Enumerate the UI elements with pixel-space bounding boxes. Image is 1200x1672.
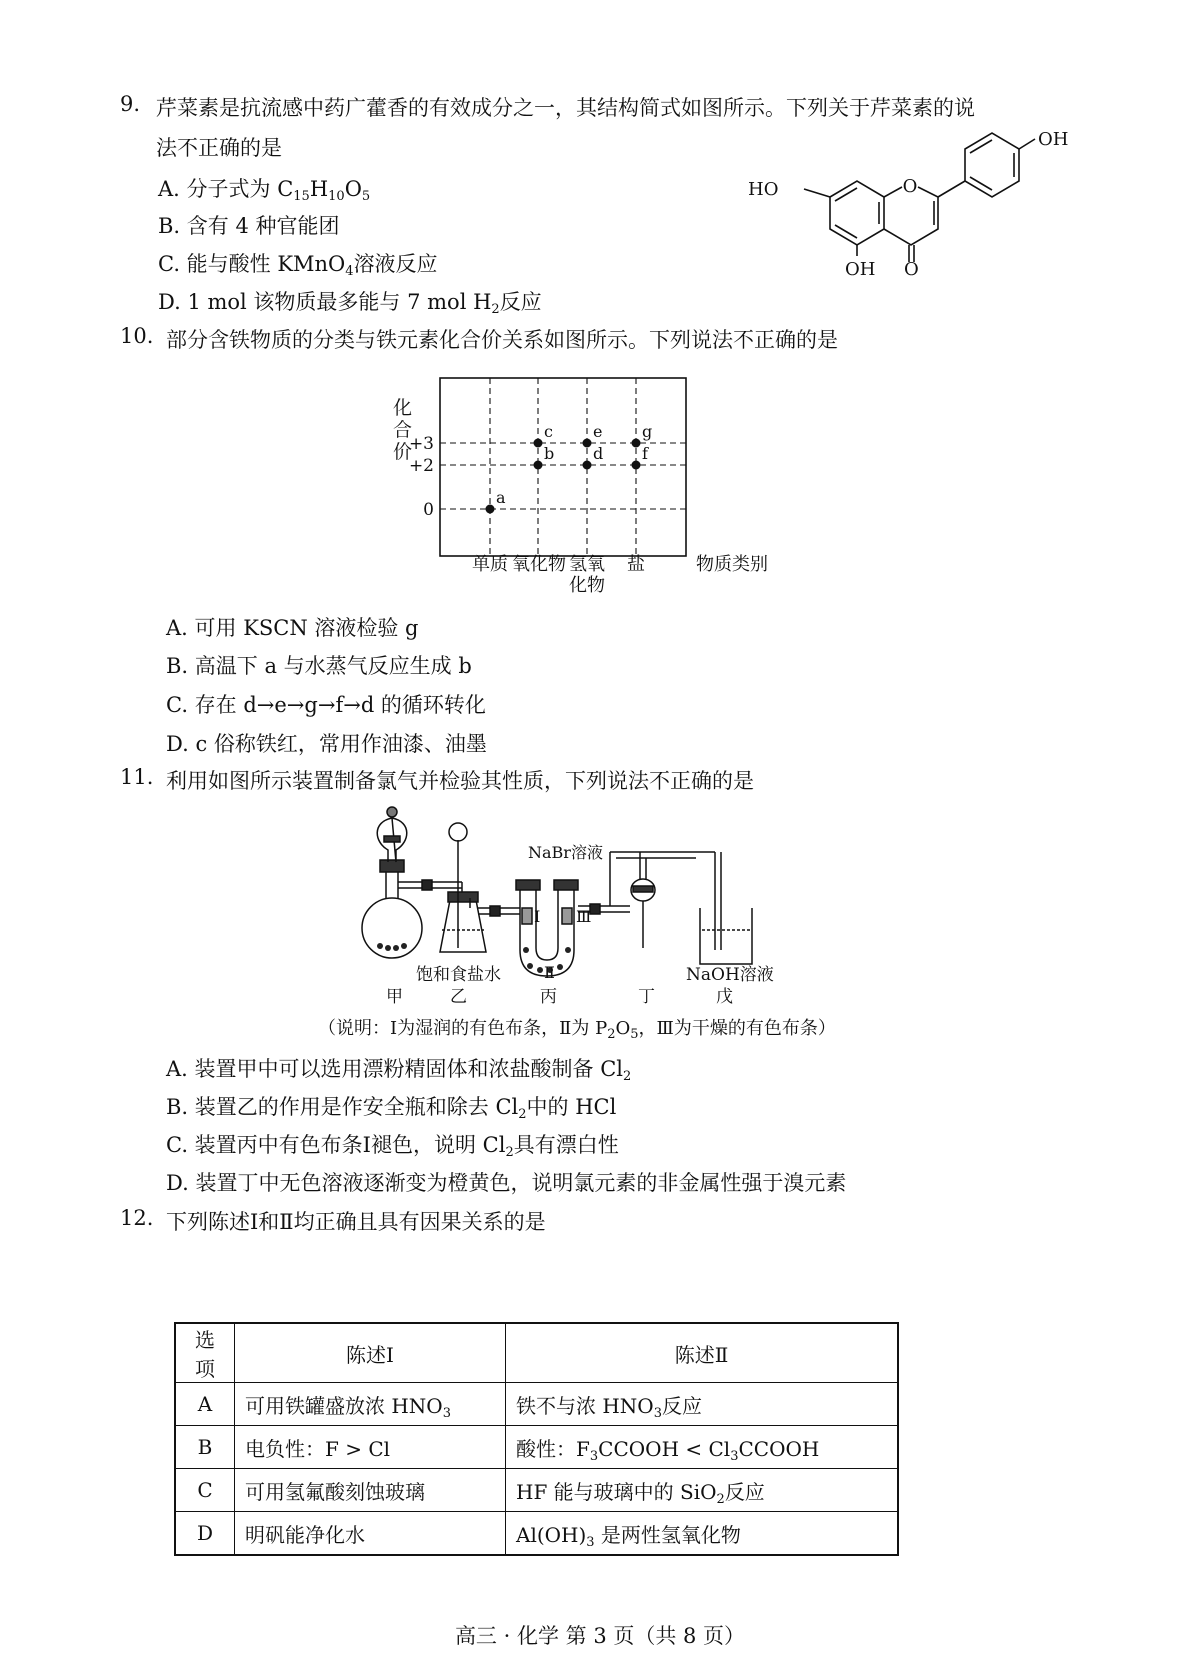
q11-stem: 利用如图所示装置制备氯气并检验其性质，下列说法不正确的是 [166,769,754,793]
header-statement-1: 陈述Ⅰ [235,1323,506,1383]
yi-label: 乙 [450,987,467,1007]
bing-label: 丙 [540,987,557,1007]
brine-label: 饱和食盐水 [416,965,501,985]
row-option: A [175,1383,235,1426]
row-option: D [175,1512,235,1556]
q9-stem-line1: 芹菜素是抗流感中药广藿香的有效成分之一，其结构简式如图所示。下列关于芹菜素的说 [156,96,975,120]
q12-number: 12. [120,1206,154,1230]
y-tick-label: +3 [408,434,434,454]
y-axis-label-char: 化 [393,397,413,419]
x-tick-label: 盐 [627,554,645,575]
point-label-c: c [544,422,553,441]
q9-option-c: C. 能与酸性 KMnO$_4$溶液反应 [158,252,438,279]
iron-valence-chart [390,370,770,610]
ho-left-label: HO [748,179,779,200]
roman-3-label: Ⅲ [576,907,592,926]
table-header-row [175,1323,898,1383]
jia-label: 甲 [386,987,403,1007]
table-row [175,1426,898,1469]
q9-option-d: D. 1 mol 该物质最多能与 7 mol $H_2$反应 [158,290,542,317]
carbonyl-oxygen-label: O [904,259,919,280]
ring-oxygen-label: O [902,176,918,197]
point-c [534,439,543,448]
q11-option-b: B. 装置乙的作用是作安全瓶和除去 $Cl_2$中的 HCl [166,1095,617,1122]
oh-bottom-label: OH [845,259,876,280]
point-b [534,461,543,470]
point-g [632,439,641,448]
q9-option-a: A. 分子式为 $C_{15}H_{10}O_5$ [158,177,371,204]
row-statement-1: 明矾能净化水 [235,1512,506,1556]
point-d [583,461,592,470]
q11-option-c: C. 装置丙中有色布条Ⅰ褪色，说明 $Cl_2$具有漂白性 [166,1133,619,1160]
table-row [175,1512,898,1556]
q12-stem: 下列陈述Ⅰ和Ⅱ均正确且具有因果关系的是 [166,1210,546,1234]
header-option: 选项 [175,1323,235,1383]
point-label-e: e [593,422,603,441]
q12-table [174,1322,899,1556]
point-label-g: g [642,422,653,441]
point-label-f: f [642,444,648,463]
table-row [175,1469,898,1512]
chlorine-apparatus-diagram [350,800,820,1010]
y-tick-label: 0 [423,500,434,520]
table-row [175,1383,898,1426]
q11-option-a: A. 装置甲中可以选用漂粉精固体和浓盐酸制备 $Cl_2$ [166,1057,632,1084]
x-tick-label: 氧化物 [512,554,566,575]
point-a [486,505,495,514]
row-statement-1: 可用铁罐盛放浓 $HNO_3$ [235,1383,506,1426]
point-label-b: b [544,444,555,463]
q10-option-c: C. 存在 d→e→g→f→d 的循环转化 [166,693,486,717]
row-statement-1: 可用氢氟酸刻蚀玻璃 [235,1469,506,1512]
oh-top-label: OH [1038,129,1069,150]
point-label-a: a [496,488,506,507]
q9-option-b: B. 含有 4 种官能团 [158,214,340,238]
page-footer: 高三 · 化学 第 3 页（共 8 页） [454,1624,746,1648]
ding-label: 丁 [638,987,655,1007]
y-axis-label-char: 合 [393,419,413,441]
q11-apparatus-note: （说明：Ⅰ为湿润的有色布条，Ⅱ为 $P_2O_5$，Ⅲ为干燥的有色布条） [318,1018,836,1042]
q11-option-d: D. 装置丁中无色溶液逐渐变为橙黄色，说明氯元素的非金属性强于溴元素 [166,1171,847,1195]
apigenin-structure [748,125,1069,285]
x-tick-label: 化物 [569,575,605,596]
wu-label: 戊 [716,987,733,1007]
x-tick-label: 单质 [472,554,508,575]
q10-number: 10. [120,324,154,348]
row-option: C [175,1469,235,1512]
q10-option-b: B. 高温下 a 与水蒸气反应生成 b [166,654,472,678]
header-statement-2: 陈述Ⅱ [506,1323,899,1383]
row-option: B [175,1426,235,1469]
roman-2-label: Ⅱ [544,963,555,982]
q10-option-d: D. c 俗称铁红，常用作油漆、油墨 [166,732,487,756]
nabr-label: NaBr溶液 [528,843,603,862]
row-statement-2: $Al(OH)_3$ 是两性氢氧化物 [506,1512,899,1556]
naoh-label: NaOH溶液 [686,965,774,985]
y-tick-label: +2 [408,456,434,476]
point-f [632,461,641,470]
point-label-d: d [593,444,604,463]
row-statement-2: 铁不与浓 $HNO_3$反应 [506,1383,899,1426]
roman-1-label: Ⅰ [534,907,541,926]
row-statement-1: 电负性：F > Cl [235,1426,506,1469]
q9-number: 9. [120,92,141,116]
q9-stem-line2: 法不正确的是 [156,136,282,160]
x-tick-label: 氢氧 [569,554,605,575]
row-statement-2: 酸性：$F_3CCOOH$ < $Cl_3CCOOH$ [506,1426,899,1469]
x-axis-label: 物质类别 [696,554,768,575]
row-statement-2: HF 能与玻璃中的 SiO$_2$反应 [506,1469,899,1512]
q11-number: 11. [120,765,154,789]
y-axis-label-char: 价 [393,441,413,463]
point-e [583,439,592,448]
q10-stem: 部分含铁物质的分类与铁元素化合价关系如图所示。下列说法不正确的是 [166,328,838,352]
q10-option-a: A. 可用 KSCN 溶液检验 g [166,616,419,640]
